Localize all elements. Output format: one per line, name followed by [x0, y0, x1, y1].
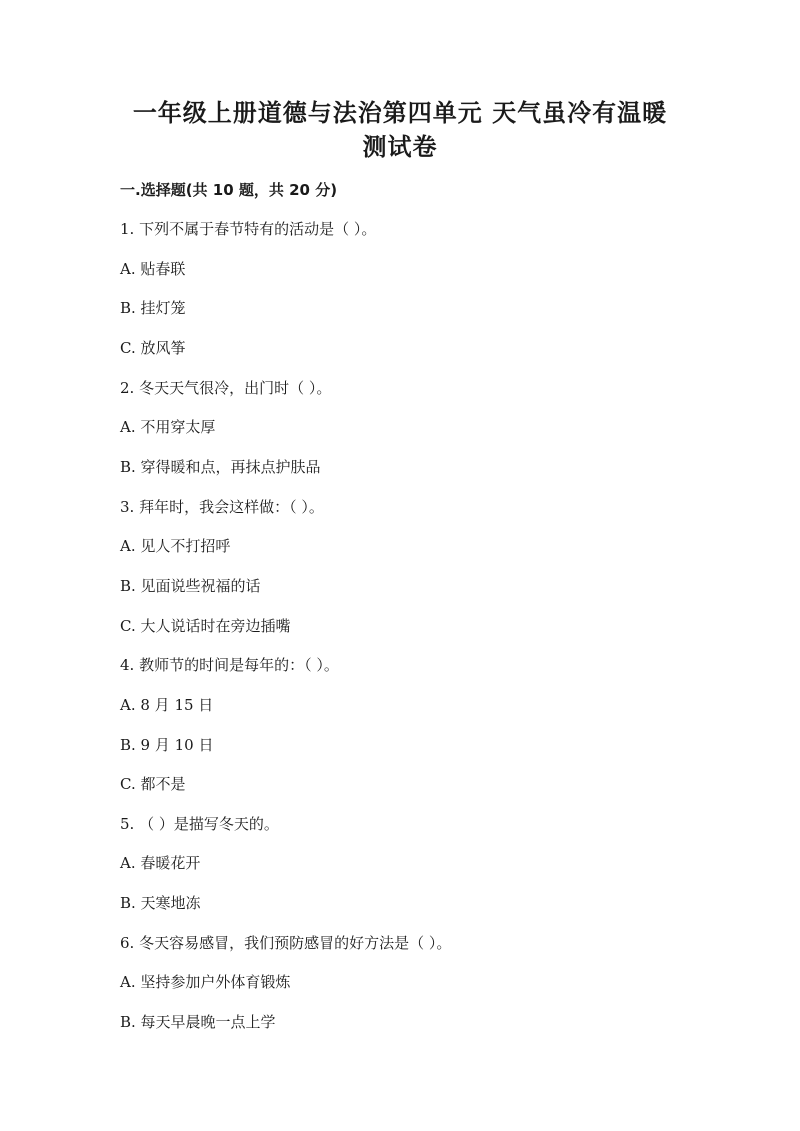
option-4b: B. 9 月 10 日 — [120, 736, 214, 754]
option-6a: A. 坚持参加户外体育锻炼 — [120, 973, 291, 991]
option-3a: A. 见人不打招呼 — [120, 537, 231, 555]
question-5: 5. （ ）是描写冬天的。 — [120, 815, 279, 833]
option-1c: C. 放风筝 — [120, 339, 186, 357]
option-4c: C. 都不是 — [120, 775, 186, 793]
question-4: 4. 教师节的时间是每年的：（ ）。 — [120, 656, 339, 674]
question-3: 3. 拜年时，我会这样做：（ ）。 — [120, 498, 324, 516]
option-5b: B. 天寒地冻 — [120, 894, 201, 912]
option-5a: A. 春暖花开 — [120, 854, 201, 872]
question-2: 2. 冬天天气很冷，出门时（ ）。 — [120, 379, 332, 397]
question-6: 6. 冬天容易感冒，我们预防感冒的好方法是（ ）。 — [120, 934, 452, 952]
option-3c: C. 大人说话时在旁边插嘴 — [120, 617, 291, 635]
option-2b: B. 穿得暖和点，再抹点护肤品 — [120, 458, 321, 476]
question-1: 1. 下列不属于春节特有的活动是（ ）。 — [120, 220, 377, 238]
option-3b: B. 见面说些祝福的话 — [120, 577, 261, 595]
option-2a: A. 不用穿太厚 — [120, 418, 216, 436]
option-1b: B. 挂灯笼 — [120, 299, 186, 317]
option-1a: A. 贴春联 — [120, 260, 186, 278]
page-title: 一年级上册道德与法治第四单元 天气虽冷有温暖 — [132, 99, 668, 127]
option-4a: A. 8 月 15 日 — [120, 696, 214, 714]
section-heading: 一.选择题(共 10 题，共 20 分) — [120, 181, 338, 199]
page-title-continued: 测试卷 — [362, 133, 438, 161]
option-6b: B. 每天早晨晚一点上学 — [120, 1013, 276, 1031]
